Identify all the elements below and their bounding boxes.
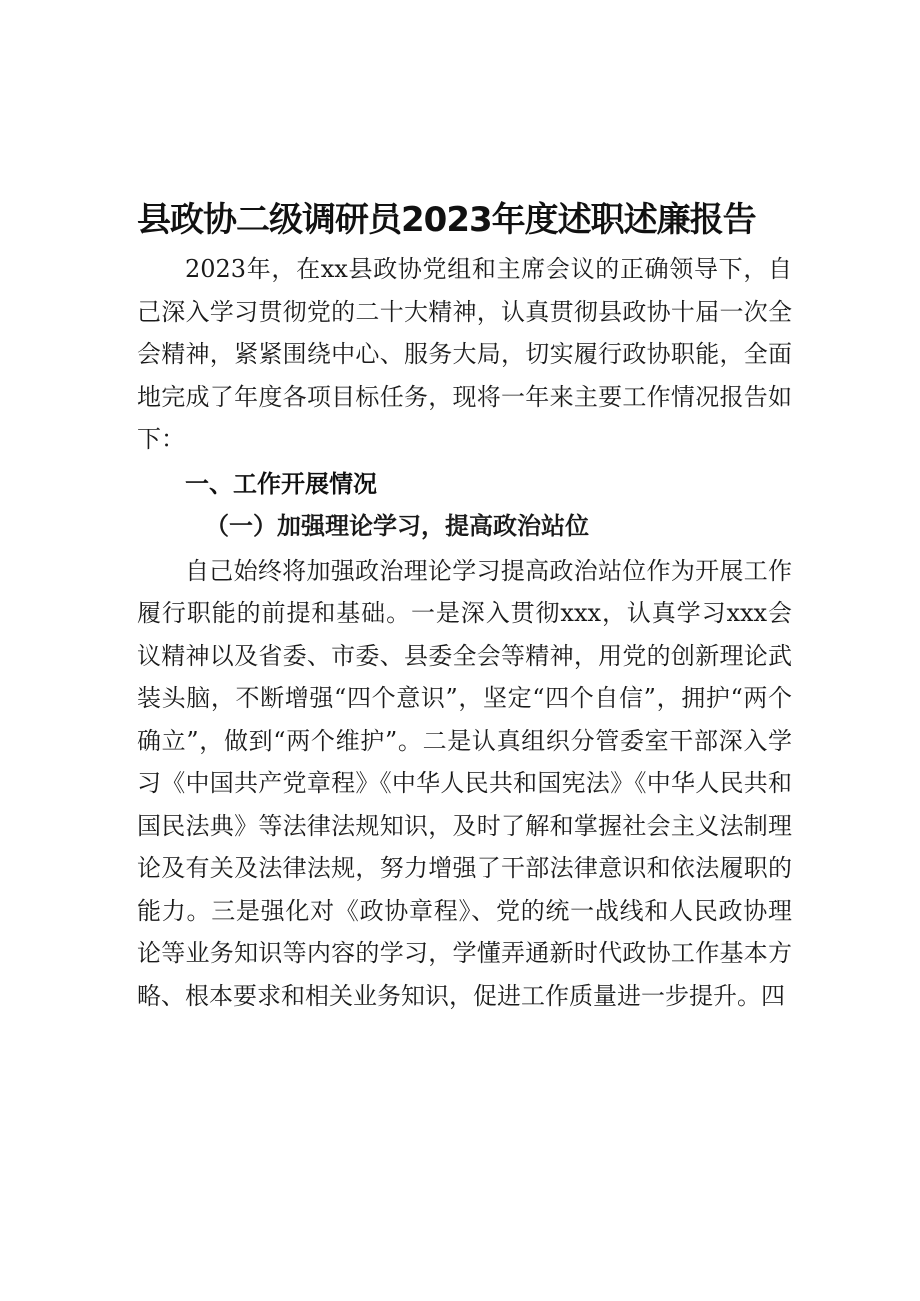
section-heading: 一、工作开展情况 (185, 469, 377, 498)
subsection-body-paragraph: 自己始终将加强政治理论学习提高政治站位作为开展工作履行职能的前提和基础。一是深入贯彻xxx，认真学习xxx会议精神以及省委、市委、县委全会等精神，用党的创新理论武装头脑，不断增强“四个意识”，坚定“四个自信”，拥护“两个确立”，做到“两个维护”。二是认真组织分管委室干部深入学习《中国共产党章程》《中华人民共和国宪法》《中华人民共和国民法典》等法律法规知识，及时了解和掌握社会主义法制理论及有关及法律法规，努力增强了干部法律意识和依法履职的能力。三是强化对《政协章程》、党的统一战线和人民政协理论等业务知识等内容的学习，学懂弄通新时代政协工作基本方略、根本要求和相关业务知识，促进工作质量进一步提升。四 (137, 556, 792, 1010)
intro-paragraph: 2023年，在xx县政协党组和主席会议的正确领导下，自己深入学习贯彻党的二十大精神，认真贯彻县政协十届一次全会精神，紧紧围绕中心、服务大局，切实履行政协职能，全面地完成了年度各项目标任务，现将一年来主要工作情况报告如下： (137, 255, 792, 453)
document-title: 县政协二级调研员2023年度述职述廉报告 (137, 200, 756, 240)
document-body (137, 248, 792, 1017)
subsection-heading: （一）加强理论学习，提高政治站位 (205, 511, 589, 540)
